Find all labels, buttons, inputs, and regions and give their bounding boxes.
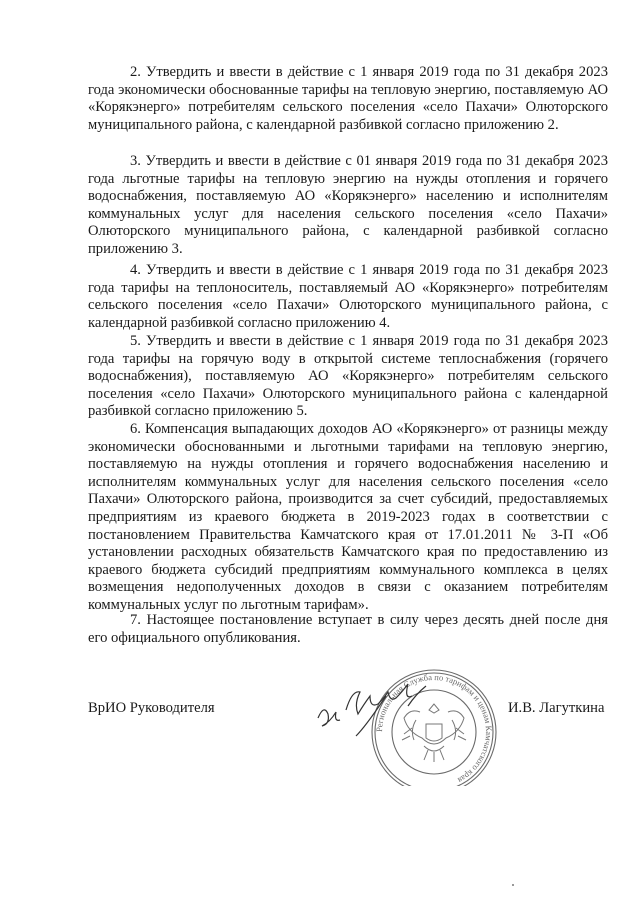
paragraph-4: 4. Утвердить и ввести в действие с 1 января 2019 года по 31 декабря 2023 года тарифы на теплоноситель, поставляемый АО «Корякэнерго» потребителям сельского поселения «село Пахачи» Олюторского муниципального района, с календарной разбивкой согласно приложению 4. (88, 262, 608, 331)
signatory-position: ВрИО Руководителя (88, 700, 215, 716)
seal-ring-text: Региональная Служба по тарифам и ценам Камчатского края (373, 671, 495, 786)
paragraph-5: 5. Утвердить и ввести в действие с 1 января 2019 года по 31 декабря 2023 года тарифы на горячую воду в открытой системе теплоснабжения (горячего водоснабжения), поставляемую АО «Корякэнерго» потребителям сельского поселения «село Пахачи» Олюторского муниципального района с календарной разбивкой согласно приложению 5. (88, 333, 608, 420)
signatory-name: И.В. Лагуткина (508, 700, 605, 716)
paragraph-7: 7. Настоящее постановление вступает в силу через десять дней после дня его официального опубликования. (88, 612, 608, 646)
paragraph-2: 2. Утвердить и ввести в действие с 1 января 2019 года по 31 декабря 2023 года экономически обоснованные тарифы на тепловую энергию, поставляемую АО «Корякэнерго» потребителям сельского поселения «село Пахачи» Олюторского муниципального района, с календарной разбивкой согласно приложению 2. (88, 64, 608, 133)
double-headed-eagle-emblem (402, 704, 466, 762)
paragraph-6: 6. Компенсация выпадающих доходов АО «Корякэнерго» от разницы между экономически обоснованными и льготными тарифами на тепловую энергию, поставляемую на нужды отопления и горячего водоснабжения населению и исполнителям коммунальных услуг для населения сельского поселения «село Пахачи» Олюторского района, производится за счет субсидий, предоставляемых предприятиям из краевого бюджета в 2019-2023 годах в соответствии с постановлением Правительства Камчатского края от 17.01.2011 № 3-П «Об установлении расходных обязательств Камчатского края по предоставлению из краевого бюджета субсидий предприятиям коммунального комплекса в целях возмещения недополученных доходов в связи с оказанием потребителям коммунальных услуг по льготным тарифам». (88, 421, 608, 613)
paragraph-3: 3. Утвердить и ввести в действие с 01 января 2019 года по 31 декабря 2023 года льготные тарифы на тепловую энергию на нужды отопления и горячего водоснабжения, поставляемую АО «Корякэнерго» населению и исполнителям коммунальных услуг для населения сельского поселения «село Пахачи» Олюторского муниципального района, с календарной разбивкой согласно приложению 3. (88, 153, 608, 257)
page-speck (512, 884, 514, 886)
official-seal-with-signature (316, 666, 526, 786)
